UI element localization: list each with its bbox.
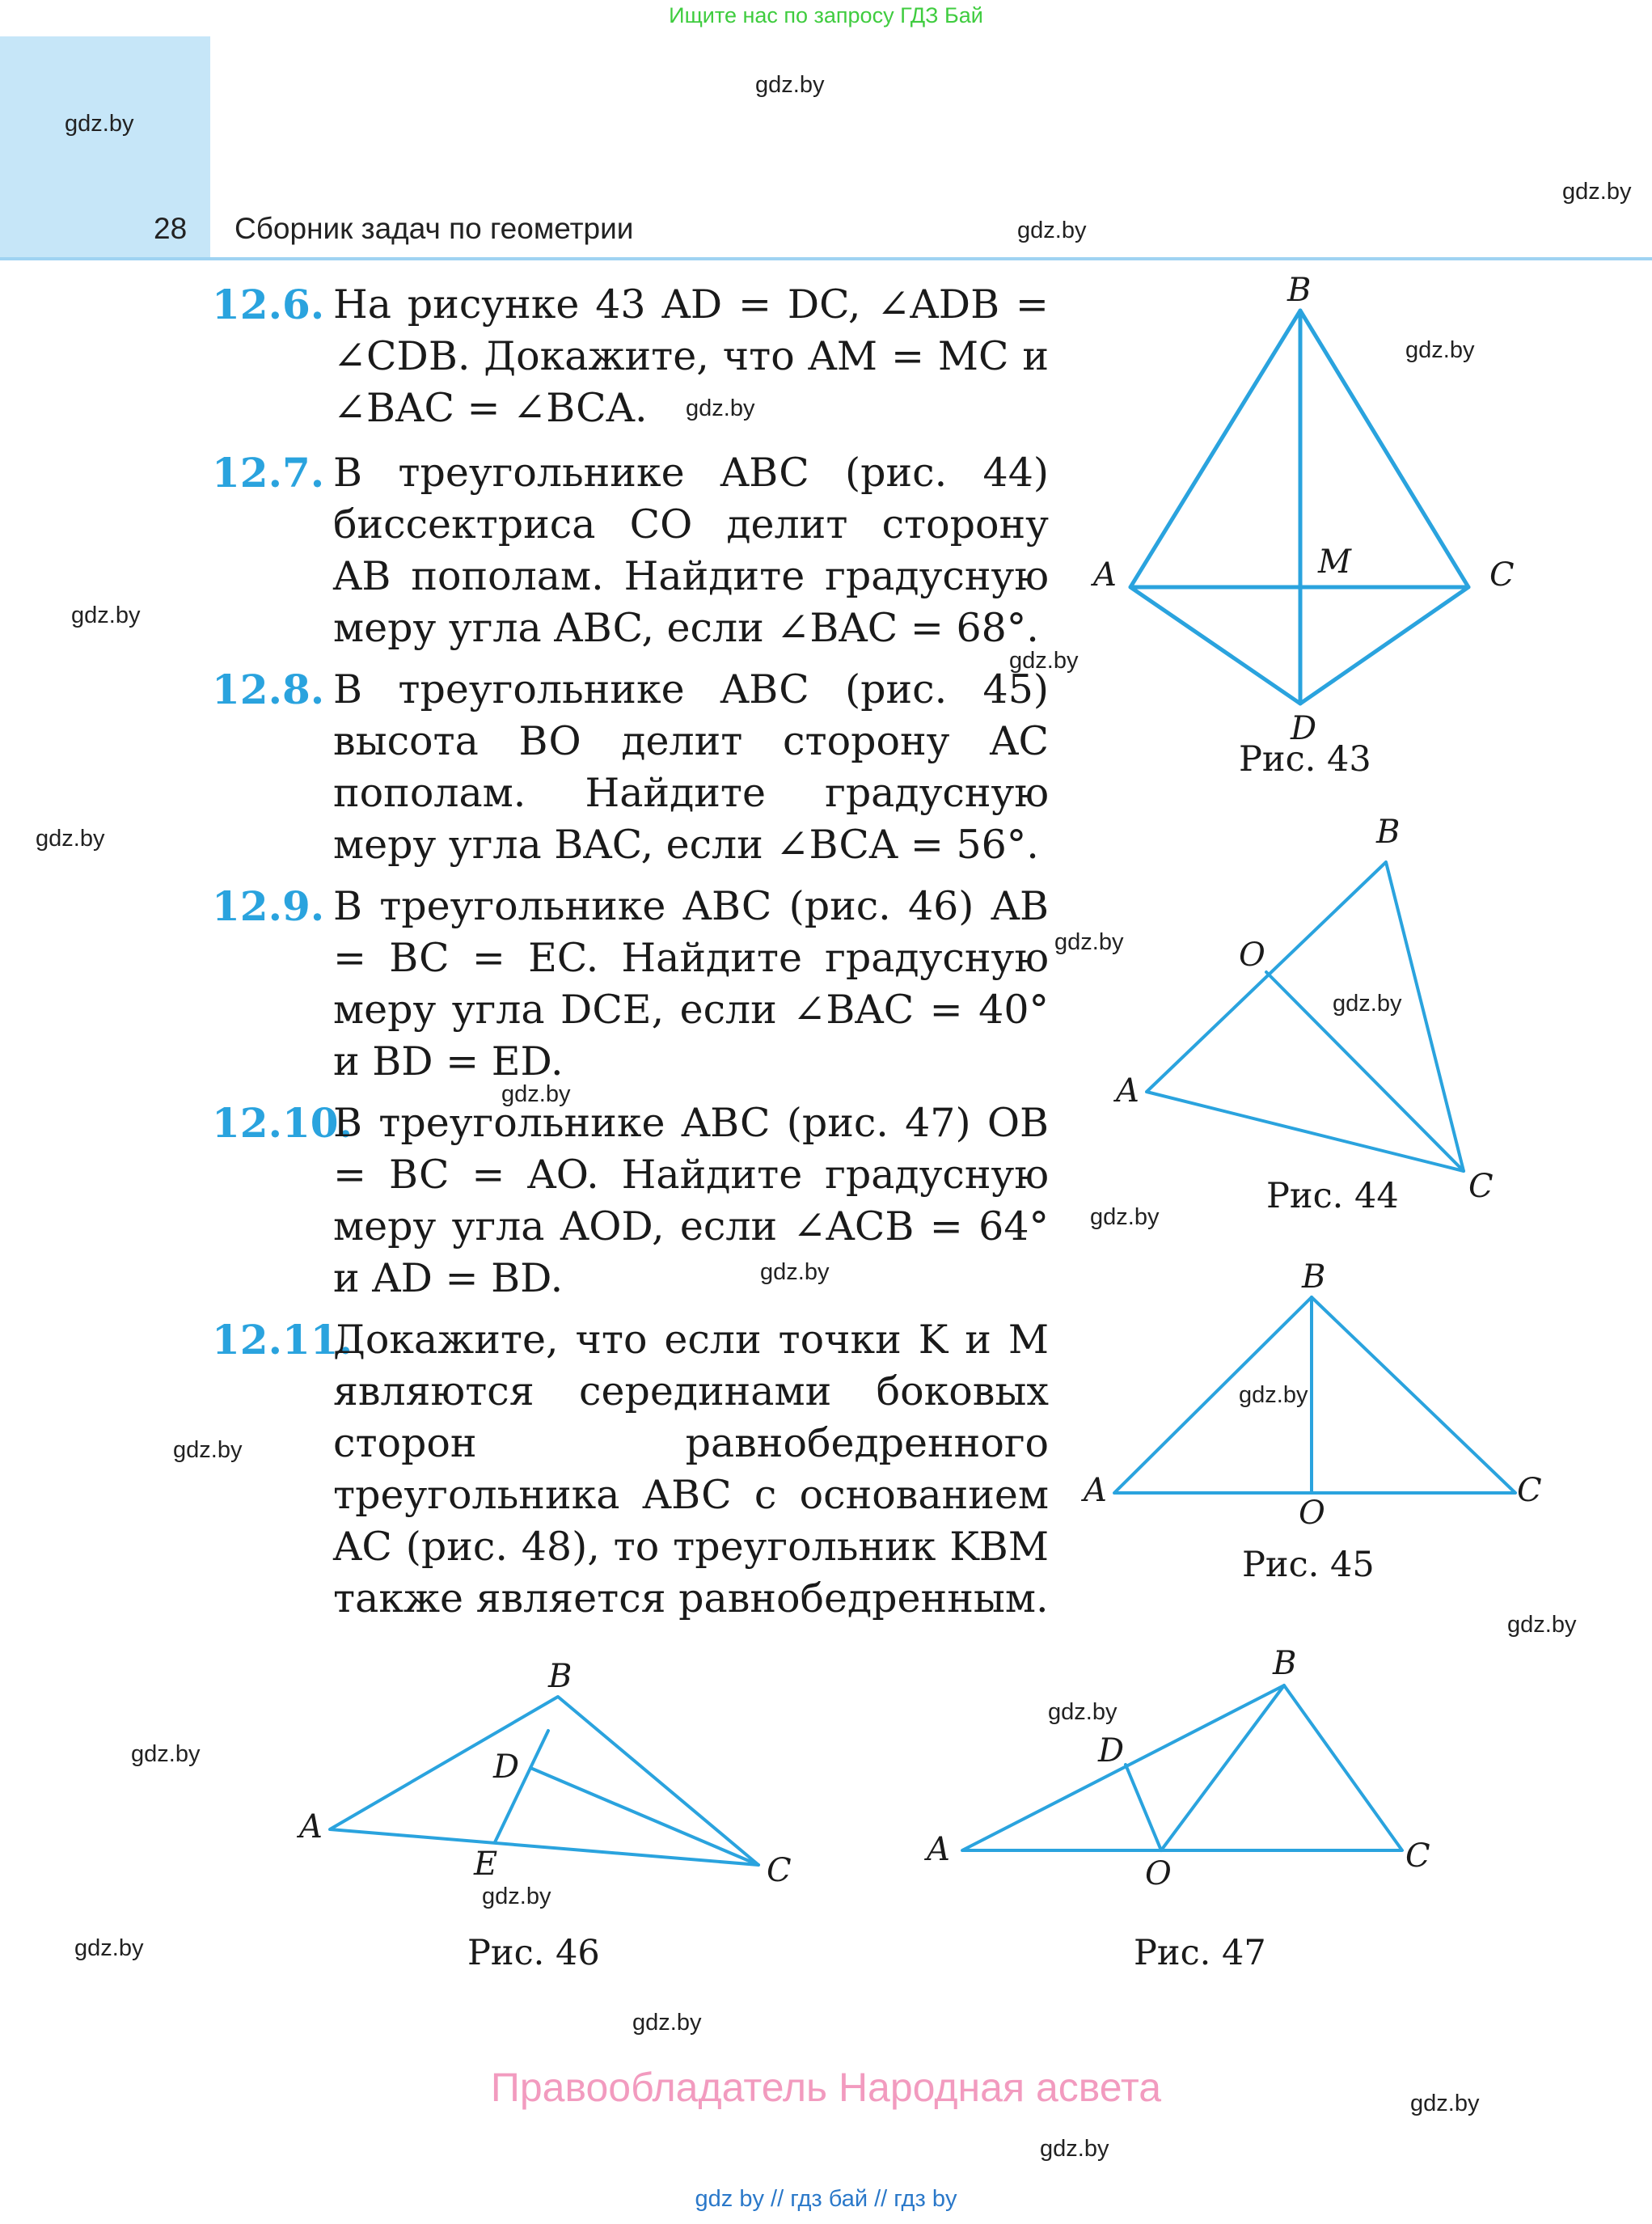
fig47-label-a: A	[927, 1831, 950, 1868]
fig47-caption: Рис. 47	[1134, 1933, 1266, 1973]
fig44-label-a: A	[1116, 1072, 1139, 1110]
fig46-label-c: C	[767, 1852, 792, 1889]
problem-number: 12.10.	[212, 1099, 353, 1147]
figure-43	[1130, 311, 1468, 704]
book-title: Сборник задач по геометрии	[234, 212, 634, 245]
problem-text: На рисунке 43 AD = DC, ∠ADB = ∠CDB. Докажите, что AM = MC и ∠BAC = ∠BCA.	[333, 281, 1049, 431]
fig46-label-e: E	[474, 1846, 498, 1883]
watermark: gdz.by	[74, 1935, 144, 1961]
fig45-label-a: A	[1084, 1472, 1107, 1509]
watermark: gdz.by	[1333, 991, 1402, 1017]
fig46-label-a: A	[299, 1808, 323, 1846]
watermark: gdz.by	[760, 1259, 830, 1285]
fig47-triangle	[962, 1685, 1402, 1850]
copyright-notice: Правообладатель Народная асвета	[490, 2065, 1162, 2110]
fig43-label-m: M	[1318, 543, 1351, 581]
figure-44	[1147, 862, 1464, 1171]
watermark: gdz.by	[1040, 2136, 1109, 2162]
watermark: gdz.by	[482, 1884, 551, 1909]
fig47-label-d: D	[1098, 1732, 1125, 1769]
fig47-label-o: O	[1145, 1855, 1172, 1892]
fig45-label-o: O	[1299, 1495, 1325, 1532]
fig47-label-b: B	[1273, 1645, 1297, 1682]
bottom-links[interactable]: gdz by // гдз бай // гдз by	[695, 2186, 957, 2212]
fig44-label-o: O	[1239, 937, 1265, 974]
fig43-label-a: A	[1093, 556, 1117, 594]
problem-text: В треугольнике ABC (рис. 44) биссектриса CO делит сторону AB пополам. Найдите градусную меру угла ABC, если ∠BAC = 68°.	[333, 450, 1049, 651]
watermark: gdz.by	[1410, 2091, 1480, 2116]
watermark: gdz.by	[1090, 1204, 1160, 1230]
page-number: 28	[154, 212, 188, 245]
fig43-label-c: C	[1489, 556, 1515, 594]
fig45-triangle	[1114, 1297, 1515, 1493]
watermark: gdz.by	[1562, 179, 1632, 205]
watermark: gdz.by	[71, 603, 141, 628]
watermark: gdz.by	[1054, 929, 1124, 955]
fig46-label-b: B	[548, 1658, 572, 1695]
fig46-segment-de	[495, 1731, 548, 1842]
watermark: gdz.by	[131, 1741, 201, 1767]
figure-47	[962, 1685, 1402, 1850]
top-search-banner[interactable]: Ищите нас по запросу ГДЗ Бай	[669, 3, 983, 27]
watermark: gdz.by	[686, 395, 755, 421]
figure-45	[1114, 1297, 1515, 1493]
problem-text: В треугольнике ABC (рис. 47) OB = BC = AO. Найдите градусную меру угла AOD, если ∠ACB = 64° и AD = BD.	[333, 1100, 1049, 1301]
fig44-label-c: C	[1468, 1168, 1494, 1205]
watermark: gdz.by	[36, 826, 105, 852]
fig44-bisector-co	[1266, 972, 1464, 1171]
fig43-label-d: D	[1291, 710, 1317, 747]
fig45-caption: Рис. 45	[1242, 1545, 1375, 1585]
watermark: gdz.by	[501, 1081, 571, 1107]
watermark: gdz.by	[1048, 1699, 1118, 1725]
watermark: gdz.by	[632, 2010, 702, 2036]
fig47-label-c: C	[1405, 1837, 1430, 1875]
fig44-caption: Рис. 44	[1266, 1176, 1399, 1216]
watermark: gdz.by	[1239, 1382, 1308, 1408]
watermark: gdz.by	[1009, 648, 1079, 674]
watermark: gdz.by	[1507, 1612, 1577, 1638]
fig45-label-c: C	[1517, 1472, 1542, 1509]
fig44-label-b: B	[1376, 814, 1401, 851]
problem-number: 12.8.	[212, 666, 325, 713]
fig45-label-b: B	[1302, 1258, 1326, 1296]
problem-text: В треугольнике ABC (рис. 46) AB = BC = EC. Найдите градусную меру угла DCE, если ∠BAC = 40° и BD = ED.	[333, 883, 1049, 1085]
fig46-caption: Рис. 46	[467, 1933, 600, 1973]
fig47-segment-do	[1126, 1765, 1161, 1850]
problem-number: 12.9.	[212, 882, 325, 930]
watermark: gdz.by	[65, 111, 134, 137]
watermark: gdz.by	[1017, 218, 1087, 243]
fig43-label-b: B	[1287, 272, 1312, 309]
figure-46	[330, 1697, 758, 1865]
fig46-label-d: D	[493, 1748, 520, 1786]
fig46-triangle	[330, 1697, 758, 1865]
problem-text: В треугольнике ABC (рис. 45) высота BO делит сторону AC пополам. Найдите градусную меру угла BAC, если ∠BCA = 56°.	[333, 666, 1049, 868]
problem-number: 12.6.	[212, 281, 325, 328]
watermark: gdz.by	[755, 72, 825, 98]
problem-number: 12.11.	[212, 1316, 353, 1364]
problem-number: 12.7.	[212, 449, 325, 497]
fig47-segment-ob	[1161, 1685, 1284, 1850]
problem-text: Докажите, что если точки K и M являются серединами боковых сторон равнобедренного треугольника ABC с основанием AC (рис. 48), то треугольник KBM также является равнобедренным.	[333, 1317, 1049, 1621]
watermark: gdz.by	[1405, 337, 1475, 363]
fig43-caption: Рис. 43	[1239, 739, 1371, 780]
watermark: gdz.by	[173, 1437, 243, 1463]
